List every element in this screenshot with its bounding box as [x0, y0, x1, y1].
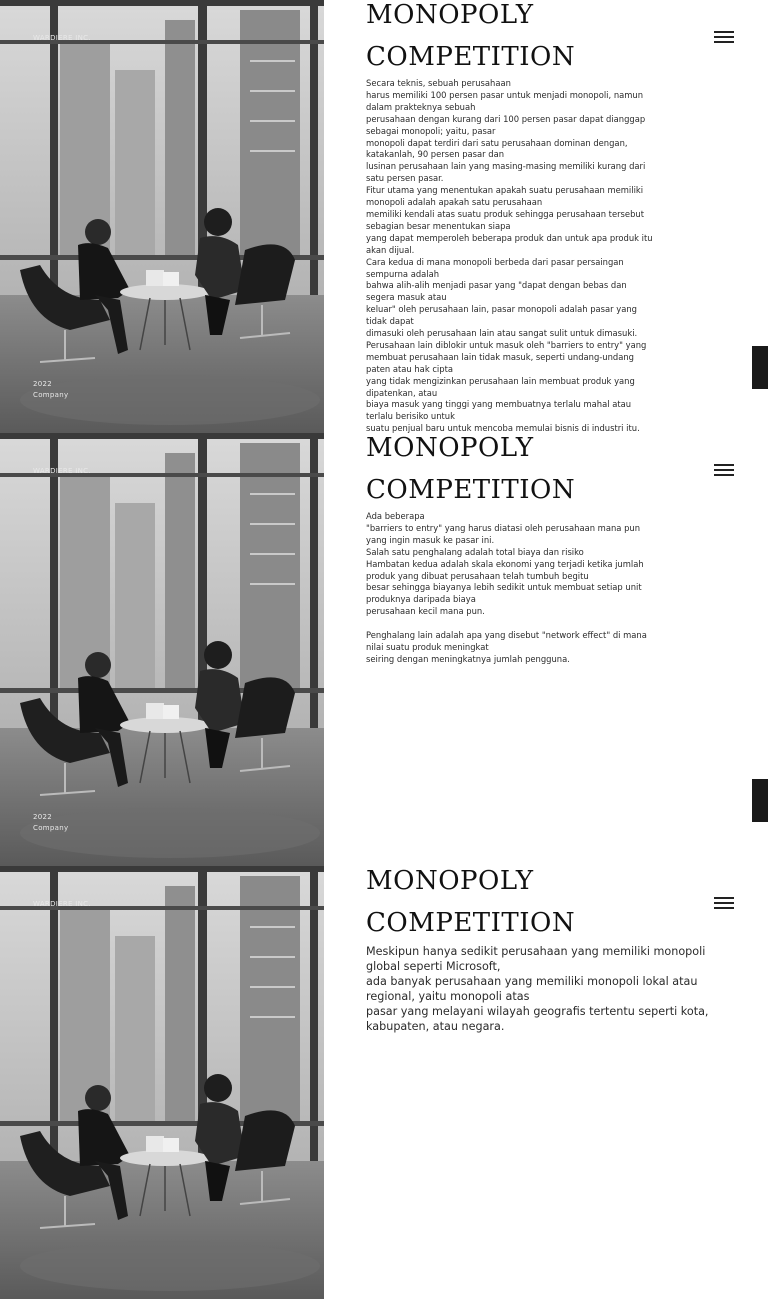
paragraph: bahwa alih-alih menjadi pasar yang "dapat dengan bebas dan segera masuk atau — [366, 280, 627, 303]
page-title — [366, 427, 575, 511]
paragraph: biaya masuk yang tinggi yang membuatnya terlalu mahal atau terlalu berisiko untuk — [366, 399, 632, 422]
title-line-2: COMPETITION — [366, 475, 576, 505]
paragraph: Meskipun hanya sedikit perusahaan yang memiliki monopoli global seperti Microsoft, — [366, 945, 706, 973]
title-line-1: MONOPOLY — [366, 0, 534, 30]
photo-illustration — [0, 866, 324, 1299]
paragraph: suatu penjual baru untuk mencoba memulai bisnis di industri itu. — [366, 423, 640, 434]
paragraph: monopoli dapat terdiri dari satu perusahaan dominan dengan, katakanlah, 90 persen pasar dan — [366, 137, 628, 160]
paragraph: "barriers to entry" yang harus diatasi oleh perusahaan mana pun yang ingin masuk ke pasar ini. — [366, 522, 641, 545]
paragraph: harus memiliki 100 persen pasar untuk menjadi monopoli, namun dalam prakteknya sebuah — [366, 89, 644, 112]
paragraph: keluar" oleh perusahaan lain, pasar monopoli adalah pasar yang tidak dapat — [366, 304, 637, 327]
photo-illustration — [0, 0, 324, 433]
page-title — [366, 0, 575, 78]
hamburger-menu-icon[interactable] — [714, 896, 736, 910]
page-title — [366, 860, 575, 944]
paragraph: Penghalang lain adalah apa yang disebut "network effect" di mana nilai suatu produk meningkat — [366, 630, 647, 652]
photo-brand-caption: WARDIERE INC. — [33, 900, 91, 908]
paragraph: lusinan perusahaan lain yang masing-masing memiliki kurang dari satu persen pasar. — [366, 161, 646, 184]
photo-year-caption: 2022 — [33, 813, 53, 821]
paragraph: pasar yang melayani wilayah geografis tertentu seperti kota, kabupaten, atau negara. — [366, 1005, 709, 1033]
paragraph: besar sehingga biayanya lebih sedikit untuk membuat setiap unit produknya daripada biaya — [366, 582, 642, 605]
photo-illustration — [0, 433, 324, 866]
paragraph: perusahaan kecil mana pun. — [366, 606, 485, 617]
paragraph: memiliki kendali atas suatu produk sehingga perusahaan tersebut sebagian besar menentukan siapa — [366, 208, 644, 231]
page-1 — [0, 0, 768, 433]
paragraph: Salah satu penghalang adalah total biaya dan risiko — [366, 546, 584, 557]
office-photo — [0, 433, 324, 866]
side-tab[interactable] — [752, 779, 768, 822]
hamburger-menu-icon[interactable] — [714, 463, 736, 477]
paragraph: ada banyak perusahaan yang memiliki monopoli lokal atau regional, yaitu monopoli atas — [366, 975, 698, 1003]
office-photo — [0, 866, 324, 1299]
photo-brand-caption: WARDIERE INC. — [33, 34, 91, 42]
page-2 — [0, 433, 768, 866]
paragraph: seiring dengan meningkatnya jumlah pengguna. — [366, 653, 570, 664]
paragraph: Ada beberapa — [366, 511, 425, 521]
photo-company-caption: Company — [33, 824, 69, 832]
title-line-2: COMPETITION — [366, 908, 576, 938]
paragraph: Perusahaan lain diblokir untuk masuk oleh "barriers to entry" yang membuat perusahaan lain tidak masuk, seperti undang-undang paten atau hak cipta — [366, 339, 647, 374]
paragraph: perusahaan dengan kurang dari 100 persen pasar dapat dianggap sebagai monopoli; yaitu, pasar — [366, 113, 646, 136]
body-text — [366, 511, 656, 666]
paragraph: yang dapat memperoleh beberapa produk dan untuk apa produk itu akan dijual. — [366, 232, 653, 255]
paragraph: Secara teknis, sebuah perusahaan — [366, 78, 511, 88]
paragraph — [366, 618, 656, 630]
title-line-1: MONOPOLY — [366, 866, 534, 896]
side-tab[interactable] — [752, 346, 768, 389]
title-line-1: MONOPOLY — [366, 433, 534, 463]
hamburger-menu-icon[interactable] — [714, 30, 736, 44]
photo-brand-caption: WARDIERE INC. — [33, 467, 91, 475]
paragraph: Fitur utama yang menentukan apakah suatu perusahaan memiliki monopoli adalah apakah satu perusahaan — [366, 185, 644, 208]
paragraph: Hambatan kedua adalah skala ekonomi yang terjadi ketika jumlah produk yang dibuat perusahaan telah tumbuh begitu — [366, 558, 644, 581]
title-line-2: COMPETITION — [366, 42, 576, 72]
photo-company-caption: Company — [33, 391, 69, 399]
body-text — [366, 78, 656, 433]
page-3 — [0, 866, 768, 1033]
photo-year-caption: 2022 — [33, 380, 53, 388]
paragraph: Cara kedua di mana monopoli berbeda dari pasar persaingan sempurna adalah — [366, 256, 624, 279]
body-text — [366, 944, 736, 1034]
paragraph: dimasuki oleh perusahaan lain atau sangat sulit untuk dimasuki. — [366, 328, 638, 339]
office-photo — [0, 0, 324, 433]
paragraph: yang tidak mengizinkan perusahaan lain membuat produk yang dipatenkan, atau — [366, 375, 635, 398]
